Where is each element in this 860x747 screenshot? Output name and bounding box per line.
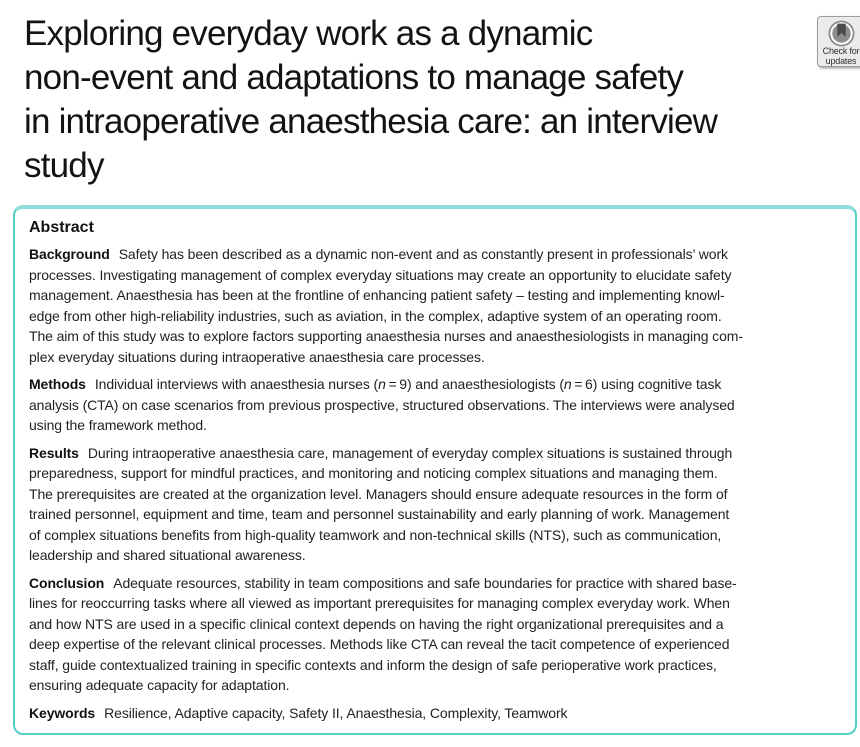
abstract-body bbox=[29, 244, 841, 723]
paragraph-text: = 9) and anaesthesiologists ( bbox=[385, 376, 564, 392]
paragraph-text: The prerequisites are created at the organization level. Managers should ensure adequate resources in the form of bbox=[29, 485, 728, 502]
abstract-paragraph-methods bbox=[29, 374, 841, 436]
abstract-paragraph-results bbox=[29, 443, 841, 566]
article-title-line: study bbox=[24, 146, 104, 185]
paragraph-text: edge from other high-reliability industries, such as aviation, in the complex, adaptive system of an operating room. bbox=[29, 307, 722, 324]
paragraph-label: Keywords bbox=[29, 704, 96, 721]
abstract-paragraph-background bbox=[29, 244, 841, 367]
paragraph-text: n bbox=[563, 376, 572, 392]
abstract-paragraph-keywords bbox=[29, 703, 841, 724]
paragraph-text: preparedness, support for mindful practices, and monitoring and noticing complex situations and managing them. bbox=[29, 465, 718, 481]
paragraph-text: of complex situations benefits from high-quality teamwork and non-technical skills (NTS), such as communication, bbox=[29, 526, 722, 543]
paragraph-text: analysis (CTA) on case scenarios from previous prospective, structured observations. The interviews were analysed bbox=[29, 396, 735, 413]
abstract-box bbox=[13, 205, 857, 735]
paragraph-label: Results bbox=[29, 444, 79, 461]
paragraph-label: Conclusion bbox=[29, 574, 105, 591]
paragraph-text: lines for reoccurring tasks where all viewed as important prerequisites for managing complex everyday work. When bbox=[29, 595, 730, 611]
paragraph-text: The aim of this study was to explore factors supporting anaesthesia nurses and anaesthesiologists in managing com- bbox=[29, 328, 743, 344]
paragraph-text: n bbox=[378, 376, 386, 392]
paragraph-label: Background bbox=[29, 246, 110, 262]
check-for-updates-badge[interactable] bbox=[817, 16, 860, 67]
paragraph-text: deep expertise of the relevant clinical processes. Methods like CTA can reveal the tacit competence of experienced bbox=[29, 636, 730, 652]
paragraph-text: Safety has been described as a dynamic non-event and as constantly present in professionals’ work bbox=[118, 246, 728, 262]
badge-label-line2: updates bbox=[825, 55, 857, 66]
paragraph-text: ensuring adequate capacity for adaptation. bbox=[29, 677, 290, 693]
paragraph-text: processes. Investigating management of complex everyday situations may create an opportunity to elucidate safety bbox=[29, 266, 732, 283]
paragraph-text: using the framework method. bbox=[29, 417, 207, 433]
crossmark-icon bbox=[828, 20, 855, 47]
article-title-line: in intraoperative anaesthesia care: an interview bbox=[24, 102, 718, 141]
paragraph-text: Individual interviews with anaesthesia nurses ( bbox=[94, 376, 379, 392]
article-title bbox=[24, 12, 836, 188]
paragraph-text: and how NTS are used in a specific clinical context depends on having the right organizational prerequisites and a bbox=[29, 615, 724, 632]
paragraph-text: leadership and shared situational awareness. bbox=[29, 547, 306, 563]
paragraph-text: trained personnel, equipment and time, team and personnel sustainability and early planning of work. Management bbox=[29, 506, 730, 522]
paragraph-text: staff, guide contextualized training in specific contexts and inform the design of safe perioperative work practices, bbox=[29, 656, 717, 673]
paragraph-text: plex everyday situations during intraoperative anaesthesia care processes. bbox=[29, 348, 485, 365]
article-title-line: non-event and adaptations to manage safety bbox=[24, 58, 684, 97]
paragraph-text: = 6) using cognitive task bbox=[571, 376, 722, 392]
paragraph-text: Resilience, Adaptive capacity, Safety II, Anaesthesia, Complexity, Teamwork bbox=[104, 704, 568, 721]
badge-label-line1: Check for bbox=[822, 46, 860, 56]
paragraph-label: Methods bbox=[29, 376, 86, 392]
paragraph-text: Adequate resources, stability in team compositions and safe boundaries for practice with shared base- bbox=[113, 574, 737, 591]
abstract-paragraph-conclusion bbox=[29, 573, 841, 696]
article-title-line: Exploring everyday work as a dynamic bbox=[24, 14, 593, 53]
paragraph-text: During intraoperative anaesthesia care, management of everyday complex situations is sustained through bbox=[87, 444, 733, 461]
paragraph-text: management. Anaesthesia has been at the frontline of enhancing patient safety – testing and implementing knowl- bbox=[29, 287, 725, 303]
article-page bbox=[0, 12, 860, 747]
abstract-heading: Abstract bbox=[29, 219, 94, 236]
